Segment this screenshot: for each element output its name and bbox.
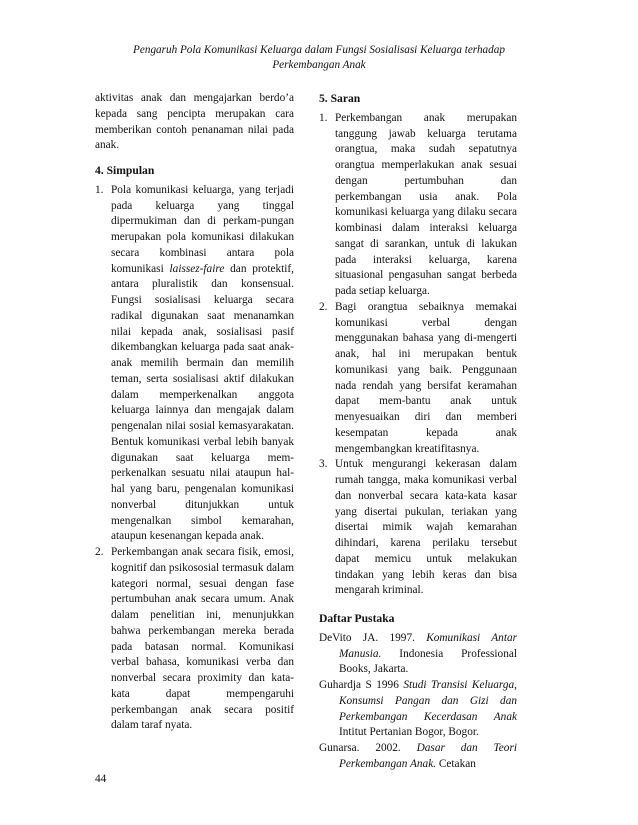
reference-author: Guhardja S 1996 bbox=[319, 679, 404, 691]
saran-item bbox=[319, 300, 517, 458]
reference-publisher: Indonesia Professional Books, Jakarta. bbox=[339, 647, 517, 676]
running-header bbox=[80, 43, 558, 72]
reference-author: DeVito JA. 1997. bbox=[319, 631, 427, 644]
list-number: 2. bbox=[95, 546, 104, 558]
reference-title: Komunikasi Antar Manusia. bbox=[339, 631, 517, 660]
saran-item bbox=[319, 111, 517, 300]
reference-entry bbox=[319, 741, 517, 773]
reference-title: Studi Transisi Keluarga, Konsumsi Pangan dan Gizi dan Perkembangan Kecerdasan Anak bbox=[339, 679, 517, 723]
reference-entry bbox=[319, 631, 517, 678]
page-number: 44 bbox=[95, 773, 107, 785]
reference-list bbox=[319, 631, 517, 773]
saran-list bbox=[319, 111, 517, 599]
section-title-daftar-pustaka: Daftar Pustaka bbox=[319, 612, 395, 625]
reference-publisher: Intitut Pertanian Bogor, Bogor. bbox=[339, 726, 479, 739]
list-number: 2. bbox=[319, 300, 328, 313]
right-column bbox=[319, 91, 517, 773]
text-run: Pola komunikasi keluarga, yang terjadi pada keluarga yang tinggal dipermukiman dan di perkam-pungan merupakan pola komunikasi dilakukan secara kombinasi antara pola komunikasi bbox=[111, 183, 294, 275]
left-column bbox=[95, 91, 294, 734]
saran-item-text: Perkembangan anak merupakan tanggung jawab keluarga terutama orangtua, maka sudah sepatutnya orangtua memperlakukan anak sesuai dengan pertumbuhan dan perkembangan usia anak. Pola komunikasi keluarga yang dilaku secara kombinasi dalam interaksi keluarga sangat di sarankan, untuk di lakukan pada interaksi keluarga, karena situasional pengasuhan sangat berbeda pada setiap keluarga. bbox=[335, 111, 517, 297]
simpulan-item bbox=[95, 545, 294, 734]
list-number: 1. bbox=[319, 111, 328, 124]
reference-publisher: Cetakan bbox=[436, 757, 476, 770]
simpulan-item-text: Perkembangan anak secara fisik, emosi, kognitif dan psikososial termasuk dalam kategori normal, sesuai dengan fase pertumbuhan anak secara umum. Anak dalam penelitian ini, menunjukkan bahwa perkembangan mereka berada pada batasan normal. Komunikasi verbal bahasa, komunikasi verba dan nonverbal secara proximity dan kata-kata dapat mempengaruhi perkembangan anak secara positif dalam taraf nyata. bbox=[111, 546, 294, 732]
intro-paragraph: aktivitas anak dan mengajarkan berdo’a kepada sang pencipta merupakan cara memberikan contoh penanaman nilai pada anak. bbox=[95, 92, 294, 152]
list-number: 3. bbox=[319, 458, 328, 471]
simpulan-list bbox=[95, 183, 294, 734]
section-title-saran: 5. Saran bbox=[319, 92, 361, 105]
simpulan-item-text bbox=[111, 184, 294, 543]
running-header-line-1: Pengaruh Pola Komunikasi Keluarga dalam Fungsi Sosialisasi Keluarga terhadap bbox=[133, 44, 505, 56]
reference-entry bbox=[319, 678, 517, 741]
section-title-simpulan: 4. Simpulan bbox=[95, 164, 155, 177]
saran-item-text: Bagi orangtua sebaiknya memakai komunikasi verbal dengan menggunakan bahasa yang di-mengerti anak, hal ini merupakan bentuk komunikasi yang baik. Penggunaan nada rendah yang bersifat keramahan dapat mem-bantu anak untuk menyesuaikan diri dan memberi kesempatan kepada anak mengembangkan kreatifitasnya. bbox=[335, 300, 517, 455]
saran-item-text: Untuk mengurangi kekerasan dalam rumah tangga, maka komunikasi verbal dan nonverbal secara kata-kata kasar yang disertai pukulan, teriakan yang disertai mimik wajah kemarahan dihindari, karena perilaku tersebut dapat memicu untuk melakukan tindakan yang lebih keras dan bisa mengarah kriminal. bbox=[335, 458, 517, 597]
simpulan-item bbox=[95, 183, 294, 545]
list-number: 1. bbox=[95, 183, 104, 196]
reference-author: Gunarsa. 2002. bbox=[319, 742, 417, 754]
text-run-italic: laissez-faire bbox=[169, 262, 225, 275]
saran-item bbox=[319, 457, 517, 599]
text-run: dan protektif, antara pluralistik dan konsensual. Fungsi sosialisasi keluarga secara radikal digunakan saat menanamkan nilai kepada anak, sosialisasi pasif dikembangkan keluarga pada saat anak-anak memilih bermain dan memilih teman, serta sosialisasi aktif dilakukan dalam memperkenalkan anggota keluarga lainnya dan mengajak dalam pengenalan nilai sosial kemasyarakatan. Bentuk komunikasi verbal lebih banyak digunakan saat keluarga mem-perkenalkan sesuatu nilai ataupun hal-hal yang baru, pengenalan komunikasi nonverbal ditunjukkan untuk mengenalkan simbol kemarahan, ataupun kesenangan kepada anak. bbox=[111, 262, 294, 543]
reference-title: Dasar dan Teori Perkembangan Anak. bbox=[339, 742, 517, 770]
running-header-line-2: Perkembangan Anak bbox=[272, 58, 366, 71]
